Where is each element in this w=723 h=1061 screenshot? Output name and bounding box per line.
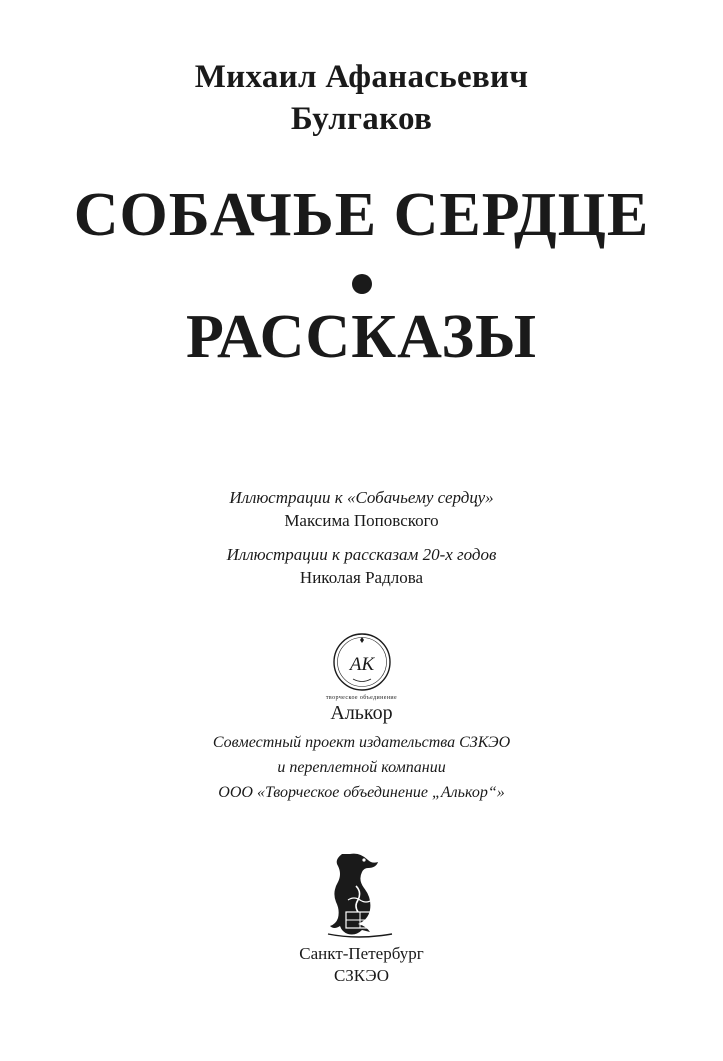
- author-name: [0, 56, 723, 140]
- dragon-printer-mark-icon: [322, 850, 402, 940]
- project-line-2: и переплетной компании: [277, 759, 446, 776]
- illustrations-caption: Иллюстрации к рассказам 20-х годов: [226, 545, 497, 564]
- logo-monogram: АК: [349, 654, 374, 675]
- alkor-emblem-icon: [331, 631, 393, 693]
- project-line-3: ООО «Творческое объединение „Алькор“»: [218, 784, 505, 801]
- illustrator-name: Николая Радлова: [299, 568, 424, 587]
- illustrations-credit-2: [0, 543, 723, 589]
- illustrations-caption: Иллюстрации к «Собачьему сердцу»: [229, 488, 494, 507]
- imprint: [0, 943, 723, 987]
- project-note: [0, 730, 723, 805]
- illustrator-name: Максима Поповского: [284, 511, 439, 530]
- logo-name: Алькор: [330, 702, 393, 724]
- author-line-1: Михаил Афанасьевич: [194, 59, 529, 95]
- printer-mark: [0, 850, 723, 942]
- book-subtitle: РАССКАЗЫ: [186, 303, 537, 371]
- author-line-2: Булгаков: [290, 101, 433, 137]
- project-line-1: Совместный проект издательства СЗКЭО: [212, 734, 511, 751]
- logo-small-text: творческое объединение: [325, 695, 398, 701]
- publisher-logo: [0, 631, 723, 693]
- imprint-publisher: СЗКЭО: [333, 966, 390, 985]
- illustrations-credit-1: [0, 486, 723, 532]
- bullet-icon: [352, 274, 372, 294]
- title-separator: [0, 274, 723, 296]
- imprint-city: Санкт-Петербург: [299, 944, 424, 963]
- book-title: СОБАЧЬЕ СЕРДЦЕ: [73, 181, 650, 249]
